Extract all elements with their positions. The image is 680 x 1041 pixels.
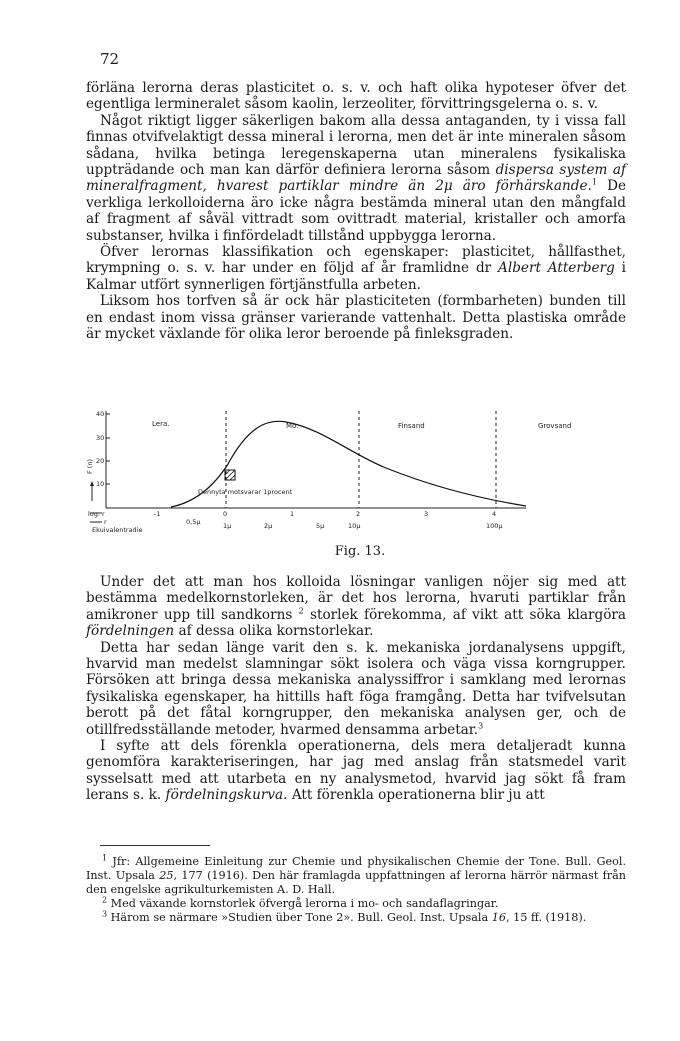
- zone-label-finsand: Finsand: [398, 422, 425, 430]
- text-run: I syfte att dels förenkla operationerna, dels mera detaljeradt kunna genomföra karakteriseringen, har jag med anslag från statsmedel varit sysselsatt med att utarbeta en ny analysmetod, hvarvid jag sökt få fram lerans s. k.: [86, 738, 626, 804]
- x-r-label: r: [104, 518, 107, 526]
- y-arrow-head: [90, 481, 94, 486]
- body-text-bottom: [86, 574, 626, 804]
- footnotes: [86, 855, 626, 925]
- italic-text: fördelningskurva.: [165, 787, 288, 804]
- footnote-marker: 3: [102, 909, 108, 919]
- x-log-tick: 3: [424, 510, 429, 518]
- footnote-marker: 1: [102, 853, 108, 863]
- zone-label-mo: Mo.: [286, 422, 299, 430]
- paragraph: [86, 293, 626, 342]
- text-run: Jfr: Allgemeine Einleitung zur Chemie und physikalischen Chemie der Tone. Bull. Geol. Inst. Upsala: [86, 855, 626, 882]
- italic-text: Albert Atterberg: [498, 260, 615, 277]
- text-run: Öfver lerornas klassifikation och egenskaper: plasticitet, hållfasthet, krympning o. s. v. har under en följd af år framlidne dr: [86, 244, 626, 277]
- figure-caption-wrap: [0, 544, 680, 559]
- footnote-rule: [100, 845, 210, 846]
- y-axis-label: F (n): [86, 459, 94, 474]
- text-run: storlek förekomma, af vikt att söka klargöra: [303, 606, 626, 623]
- text-run: De verkliga lerkolloiderna äro icke några bestämda mineral utan den mångfald af fragment af såväl vittradt som ovittradt material, kristaller och amorfa substanser, hvilka i finfördeladt tillstånd uppbygga lerorna.: [86, 178, 627, 244]
- footnote-marker: 2: [102, 895, 108, 905]
- x-log-axis-label: log. r: [88, 510, 105, 518]
- text-run: , 15 ff. (1918).: [505, 911, 587, 924]
- grain-size-distribution-figure: [86, 406, 616, 541]
- footnote: [86, 897, 626, 911]
- legend-hatch: [230, 475, 235, 480]
- text-run: Detta har sedan länge varit den s. k. mekaniska jordanalysens uppgift, hvarvid man medelst slamningar sökt isolera och väga vissa korngrupper. Försöken att bringa dessa mekaniska analyssiffror i samklang med lerornas fysikaliska egenskaper, ha hittills haft föga framgång. Detta har tvifvelsutan berott på det fåtal korngrupper, den mekaniska analysen ger, och de otillfredsställande metoder, hvarmed densamma arbetar.: [86, 639, 626, 738]
- text-run: af dessa olika kornstorlekar.: [174, 623, 374, 640]
- text-run: Att förenkla operationerna blir ju att: [287, 787, 545, 804]
- text-run: Härom se närmare »Studien über Tone 2». Bull. Geol. Inst. Upsala: [107, 911, 492, 924]
- y-tick-label: 10: [96, 480, 105, 488]
- italic-text: 16: [491, 911, 506, 924]
- text-run: i Kalmar utfört synnerligen förtjänstfulla arbeten.: [86, 260, 627, 293]
- x-size-tick: 2μ: [264, 522, 273, 530]
- italic-text: fördelningen: [86, 623, 175, 640]
- footnote: [86, 911, 626, 925]
- x-log-tick: 2: [356, 510, 361, 518]
- legend-label: Dennyta motsvarar 1procent: [198, 488, 293, 496]
- zone-label-grovsand: Grovsand: [538, 422, 572, 430]
- x-log-tick: 4: [492, 510, 497, 518]
- y-tick-label: 20: [96, 457, 105, 465]
- body-text-top: [86, 80, 626, 343]
- x-log-tick: 1: [290, 510, 295, 518]
- paragraph: [86, 113, 626, 244]
- paragraph: [86, 640, 626, 738]
- figure-caption: Fig. 13.: [334, 544, 386, 559]
- text-run: förläna lerorna deras plasticitet o. s. v. och haft olika hypoteser öfver det egentliga lermineralet såsom kaolin, lerzeoliter, förvittringsgelerna o. s. v.: [86, 80, 626, 113]
- x-log-tick: -1: [154, 510, 161, 518]
- distribution-curve-svg: [86, 406, 616, 541]
- text-run: Under det att man hos kolloida lösningar vanligen nöjer sig med att bestämma medelkornstorleken, är det hos lerorna, hvaruti partiklar från amikroner upp till sandkorns: [86, 574, 626, 623]
- footnote-marker: 3: [478, 721, 484, 731]
- text-run: Med växande kornstorlek öfvergå lerorna i mo- och sandaflagringar.: [107, 897, 499, 910]
- x-size-tick: 1μ: [223, 522, 232, 530]
- y-tick-label: 40: [96, 410, 105, 418]
- y-tick-label: 30: [96, 434, 105, 442]
- paragraph: [86, 738, 626, 804]
- x-size-tick: 5μ: [316, 522, 325, 530]
- text-run: Liksom hos torfven så är ock här plasticiteten (formbarheten) bunden till en endast inom vissa gränser varierande vattenhalt. Detta plastiska område är mycket växlande för olika leror beroende på finleksgraden.: [86, 293, 626, 343]
- paragraph: [86, 574, 626, 640]
- x-log-tick: 0: [223, 510, 228, 518]
- footnote: [86, 855, 626, 897]
- x-size-tick: 0,5μ: [186, 518, 201, 526]
- x-equiv-label: Ekuivalentradie: [92, 526, 143, 534]
- zone-label-lera: Lera.: [152, 420, 170, 428]
- footnote-marker: 1: [591, 177, 597, 187]
- text-run: , 177 (1916). Den här framlagda uppfattningen af lerorna härrör närmast från den engelske agrikulturkemisten A. D. Hall.: [86, 869, 626, 896]
- paragraph: [86, 244, 626, 293]
- x-size-tick: 10μ: [348, 522, 361, 530]
- x-size-tick: 100μ: [486, 522, 503, 530]
- italic-text: 25: [159, 869, 174, 882]
- paragraph: [86, 80, 626, 113]
- page-number: 72: [100, 50, 120, 68]
- text-run: Något riktigt ligger säkerligen bakom alla dessa antaganden, ty i vissa fall finnas otvifvelaktigt dessa mineral i lerorna, men det är inte mineralen såsom sådana, hvilka betinga leregenskaperna utan mineralens fysikaliska uppträdande och man kan därför definiera lerorna såsom: [86, 112, 626, 179]
- italic-text: dispersa system af mineralfragment, hvarest partiklar mindre än 2μ äro förhärskande.: [86, 162, 626, 195]
- footnote-marker: 2: [298, 606, 304, 616]
